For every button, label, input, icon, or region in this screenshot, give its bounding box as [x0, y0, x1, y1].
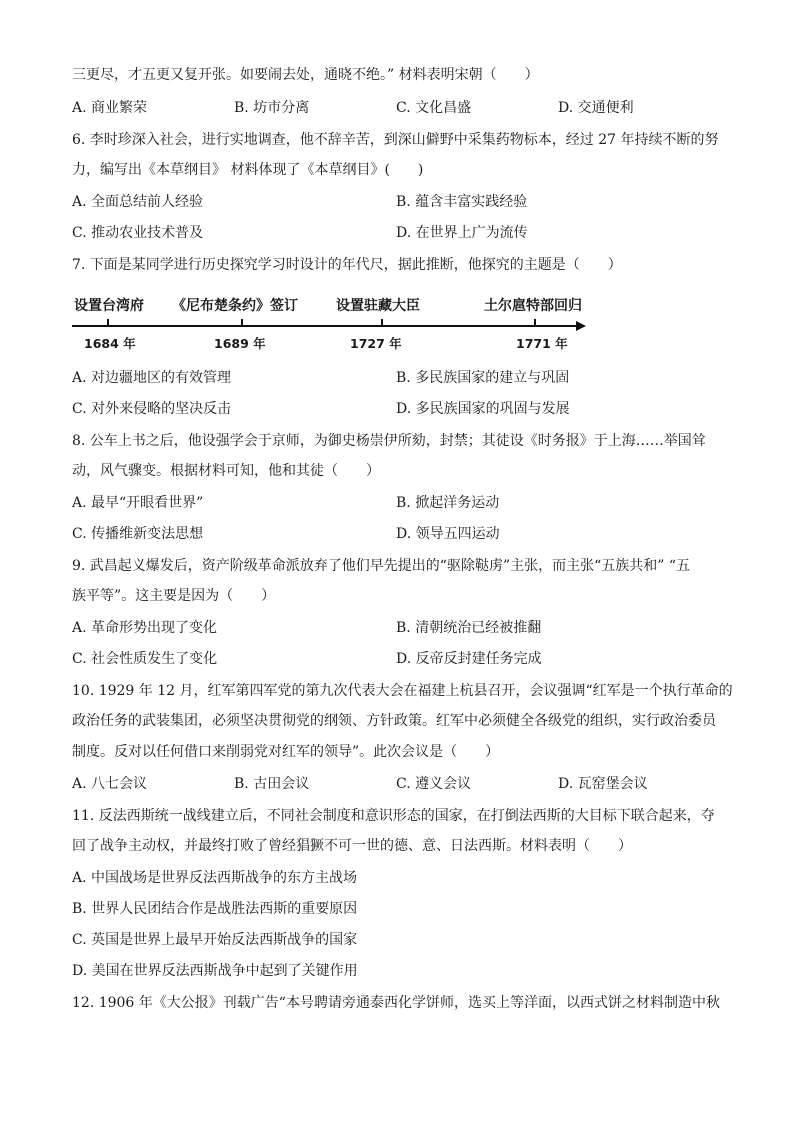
- q11-stem-line-1: 11. 反法西斯统一战线建立后，不同社会制度和意识形态的国家，在打倒法西斯的大目标下联合起来，夺: [72, 808, 715, 824]
- q6-option-c: C. 推动农业技术普及: [72, 225, 204, 241]
- q7-option-d: D. 多民族国家的巩固与发展: [396, 401, 570, 417]
- q6-stem-line-1: 6. 李时珍深入社会，进行实地调查，他不辞辛苦，到深山僻野中采集药物标本，经过 27 年持续不断的努: [72, 132, 719, 148]
- timeline-event-3: 设置驻藏大臣: [336, 298, 420, 314]
- q10-option-d: D. 瓦窑堡会议: [558, 776, 648, 792]
- q7-option-b: B. 多民族国家的建立与巩固: [396, 370, 570, 386]
- q11-option-c: C. 英国是世界上最早开始反法西斯战争的国家: [72, 932, 358, 948]
- q10-stem-line-3: 制度。反对以任何借口来削弱党对红军的领导”。此次会议是（ ）: [72, 744, 500, 760]
- q5-option-a: A. 商业繁荣: [72, 100, 148, 116]
- q10-stem-line-1: 10. 1929 年 12 月，红军第四军党的第九次代表大会在福建上杭县召开，会议强调“红军是一个执行革命的: [72, 683, 733, 699]
- timeline-event-4: 土尔扈特部回归: [484, 298, 582, 314]
- q6-option-d: D. 在世界上广为流传: [396, 225, 528, 241]
- arrow-right-icon: [576, 321, 586, 331]
- timeline-event-2: 《尼布楚条约》签订: [172, 298, 298, 314]
- q7-option-a: A. 对边疆地区的有效管理: [72, 370, 232, 386]
- year-timeline: [72, 292, 592, 356]
- q10-stem-line-2: 政治任务的武装集团，必须坚决贯彻党的纲领、方针政策。红军中必须健全各级党的组织，实行政治委员: [72, 713, 716, 729]
- q12-stem: 12. 1906 年《大公报》刊载广告“本号聘请旁通泰西化学饼师，选买上等洋面，以西式饼之材料制造中秋: [72, 995, 720, 1011]
- q10-option-a: A. 八七会议: [72, 776, 148, 792]
- timeline-year-3: 1727 年: [350, 336, 402, 351]
- q8-stem-line-2: 动，风气骤变。根据材料可知，他和其徒（ ）: [72, 463, 380, 479]
- q9-option-b: B. 清朝统治已经被推翻: [396, 620, 542, 636]
- timeline-event-1: 设置台湾府: [74, 298, 144, 314]
- q8-option-a: A. 最早“开眼看世界”: [72, 495, 204, 511]
- q5-option-b: B. 坊市分离: [234, 100, 310, 116]
- q5-option-c: C. 文化昌盛: [396, 100, 472, 116]
- q11-option-a: A. 中国战场是世界反法西斯战争的东方主战场: [72, 870, 358, 886]
- q6-option-b: B. 蕴含丰富实践经验: [396, 194, 528, 210]
- q5-stem: 三更尽，才五更又复开张。如要闹去处，通晓不绝。” 材料表明宋朝（ ）: [72, 67, 539, 83]
- q9-stem-line-1: 9. 武昌起义爆发后，资产阶级革命派放弃了他们早先提出的“驱除鞑虏”主张，而主张“五族共和” “五: [72, 558, 691, 574]
- q9-stem-line-2: 族平等”。这主要是因为（ ）: [72, 588, 276, 604]
- q9-option-c: C. 社会性质发生了变化: [72, 651, 218, 667]
- q8-option-d: D. 领导五四运动: [396, 526, 500, 542]
- q11-option-d: D. 美国在世界反法西斯战争中起到了关键作用: [72, 963, 358, 979]
- q6-option-a: A. 全面总结前人经验: [72, 194, 204, 210]
- q6-stem-line-2: 力，编写出《本草纲目》 材料体现了《本草纲目》( ): [72, 162, 424, 178]
- q7-stem: 7. 下面是某同学进行历史探究学习时设计的年代尺，据此推断，他探究的主题是（ ）: [72, 257, 622, 273]
- timeline-year-2: 1689 年: [214, 336, 266, 351]
- q8-option-b: B. 掀起洋务运动: [396, 495, 500, 511]
- q5-option-d: D. 交通便利: [558, 100, 634, 116]
- q9-option-a: A. 革命形势出现了变化: [72, 620, 218, 636]
- timeline-year-1: 1684 年: [84, 336, 136, 351]
- q8-option-c: C. 传播维新变法思想: [72, 526, 204, 542]
- q8-stem-line-1: 8. 公车上书之后，他设强学会于京师，为御史杨崇伊所劾，封禁；其徒设《时务报》于上海……举国耸: [72, 433, 706, 449]
- q11-option-b: B. 世界人民团结合作是战胜法西斯的重要原因: [72, 901, 358, 917]
- timeline-year-4: 1771 年: [516, 336, 568, 351]
- q9-option-d: D. 反帝反封建任务完成: [396, 651, 542, 667]
- q10-option-b: B. 古田会议: [234, 776, 310, 792]
- q10-option-c: C. 遵义会议: [396, 776, 472, 792]
- q7-option-c: C. 对外来侵略的坚决反击: [72, 401, 232, 417]
- q11-stem-line-2: 回了战争主动权，并最终打败了曾经猖獗不可一世的德、意、日法西斯。材料表明（ ）: [72, 838, 632, 854]
